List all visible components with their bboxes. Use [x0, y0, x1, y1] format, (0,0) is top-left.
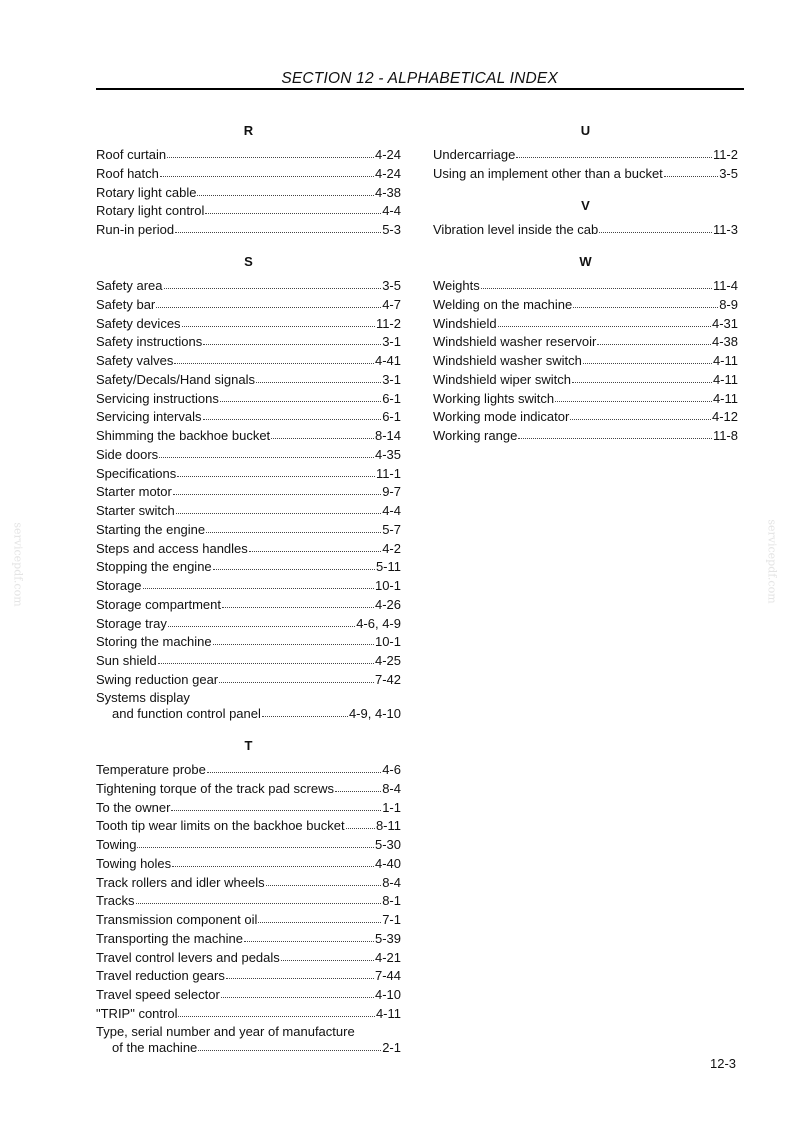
index-letter-heading: V: [581, 198, 590, 213]
index-entry-page: 4-25: [374, 653, 401, 668]
index-entry-page: 4-2: [382, 540, 401, 556]
index-entry-term-continued: and function control panel: [112, 706, 261, 721]
index-entry-term: Starting the engine: [96, 521, 206, 537]
dot-leader: [516, 147, 712, 158]
index-entry-term: Safety valves: [96, 353, 174, 368]
index-entry: [433, 372, 738, 388]
index-entry-term: Rotary light control: [96, 203, 205, 219]
index-entry: [96, 297, 401, 313]
index-entry-term: To the owner: [96, 799, 171, 815]
index-entry-page: 7-42: [374, 671, 401, 687]
index-entry-term: Tooth tip wear limits on the backhoe bucket: [96, 818, 345, 834]
index-entry: [96, 762, 401, 778]
index-entry-page: 4-7: [382, 296, 401, 312]
section-header: [96, 70, 744, 90]
index-entry-page: 4-11: [712, 353, 738, 368]
index-entry: [96, 503, 401, 519]
index-entry-page: 8-4: [382, 780, 401, 796]
dot-leader: [244, 931, 374, 942]
index-entry-page: 5-39: [374, 930, 401, 946]
index-entry-page: 3-1: [382, 334, 401, 350]
index-entry: [433, 391, 738, 407]
index-entry-term: Safety bar: [96, 296, 156, 312]
index-entry-term: Servicing intervals: [96, 409, 202, 425]
dot-leader: [203, 334, 381, 345]
index-entry-term: Roof curtain: [96, 147, 167, 162]
dot-leader: [197, 185, 374, 196]
index-entry: [433, 334, 738, 350]
dot-leader: [137, 837, 374, 848]
index-entry-page: 4-40: [374, 855, 401, 871]
dot-leader: [156, 297, 381, 308]
index-entry-term: Weights: [433, 278, 480, 293]
index-entry-page: 4-4: [382, 503, 401, 518]
index-entry-term: Track rollers and idler wheels: [96, 874, 265, 890]
index-entry-page: 3-5: [382, 278, 401, 293]
index-entry-term: Tightening torque of the track pad screws: [96, 780, 334, 796]
dot-leader: [168, 616, 355, 627]
index-entry-term: Systems display: [96, 690, 190, 705]
index-entry-page: 4-24: [374, 165, 401, 181]
index-entry-page: 4-9, 4-10: [348, 706, 401, 721]
index-entry-term: Storage compartment: [96, 596, 222, 612]
dot-leader: [178, 1006, 374, 1017]
index-entry-term: Temperature probe: [96, 762, 206, 777]
index-entry-page: 1-1: [382, 799, 401, 815]
index-entry: [433, 166, 738, 182]
dot-leader: [221, 987, 374, 998]
watermark-right: servicepdf.com: [765, 519, 779, 604]
dot-leader: [173, 484, 381, 495]
index-letter-heading: T: [244, 738, 253, 753]
index-entry-term: Welding on the machine: [433, 296, 573, 312]
index-entry-page: 4-11: [712, 371, 738, 387]
dot-leader: [555, 391, 712, 402]
index-entry: [433, 353, 738, 369]
index-entry-term: Working range: [433, 428, 518, 443]
dot-leader: [136, 893, 382, 904]
index-entry-term: Windshield: [433, 315, 497, 331]
index-entry-page: 9-7: [382, 484, 401, 500]
index-entry: [96, 203, 401, 219]
index-entry: [96, 316, 401, 332]
index-entry-term: Steps and access handles: [96, 540, 248, 556]
index-entry: [96, 334, 401, 350]
index-entry-term: Towing: [96, 837, 137, 852]
dot-leader: [518, 428, 712, 439]
index-entry-term: Type, serial number and year of manufacture: [96, 1024, 355, 1039]
dot-leader: [206, 522, 381, 533]
index-entry-page: 4-12: [711, 409, 738, 425]
index-entry-term: Shimming the backhoe bucket: [96, 428, 271, 443]
index-entry-term: Specifications: [96, 465, 177, 481]
index-entry-page: 8-1: [382, 893, 401, 909]
index-entry: [96, 893, 401, 909]
index-entry: [96, 616, 401, 632]
index-entry: [96, 447, 401, 463]
index-entry: [433, 222, 738, 238]
index-entry: [96, 541, 401, 557]
index-letter-heading: S: [244, 254, 253, 269]
index-entry: [96, 559, 401, 575]
index-entry-page: 4-24: [374, 147, 401, 162]
dot-leader: [158, 653, 374, 664]
dot-leader: [175, 222, 381, 233]
index-entry-page: 7-1: [382, 912, 401, 927]
index-entry-term: Safety devices: [96, 315, 181, 331]
dot-leader: [176, 503, 381, 514]
index-entry-page: 4-11: [375, 1005, 401, 1021]
index-entry-page: 6-1: [382, 390, 401, 406]
index-entry-page: 4-38: [711, 334, 738, 350]
dot-leader: [164, 278, 382, 289]
dot-leader: [207, 762, 381, 773]
index-entry: [96, 875, 401, 891]
dot-leader: [172, 856, 374, 867]
dot-leader: [143, 578, 374, 589]
index-entry: [96, 466, 401, 482]
index-entry-page: 4-10: [374, 987, 401, 1002]
index-entry: [96, 987, 401, 1003]
index-entry-term: Swing reduction gear: [96, 671, 219, 687]
index-entry-page: 11-8: [712, 428, 738, 443]
index-entry-multiline: [96, 1024, 401, 1056]
index-entry: [96, 672, 401, 688]
index-entry-page: 5-30: [374, 837, 401, 852]
dot-leader: [159, 447, 374, 458]
index-entry-page: 4-35: [374, 446, 401, 462]
section-title: SECTION 12 - ALPHABETICAL INDEX: [281, 70, 558, 87]
index-entry: [96, 781, 401, 797]
index-entry: [433, 409, 738, 425]
dot-leader: [335, 781, 381, 792]
index-entry: [96, 222, 401, 238]
index-entry-page: 11-3: [712, 222, 738, 237]
dot-leader: [258, 912, 381, 923]
index-entry-page: 8-14: [374, 428, 401, 443]
index-entry-term: Working mode indicator: [433, 409, 570, 425]
index-entry-page: 4-6, 4-9: [356, 615, 401, 631]
index-entry-page: 8-9: [719, 296, 738, 312]
index-entry: [96, 353, 401, 369]
index-entry-term: Windshield wiper switch: [433, 371, 571, 387]
dot-leader: [664, 166, 718, 177]
index-entry-page: 3-1: [382, 371, 401, 387]
index-entry: [96, 912, 401, 928]
index-entry-term: Travel control levers and pedals: [96, 949, 280, 965]
index-entry-term: Travel reduction gears: [96, 968, 225, 984]
index-entry-page: 2-1: [382, 1040, 401, 1055]
watermark-left: servicepdf.com: [11, 522, 25, 607]
dot-leader: [266, 875, 382, 886]
index-entry-page: 5-3: [382, 222, 401, 237]
dot-leader: [213, 559, 375, 570]
index-entry: [96, 428, 401, 444]
dot-leader: [262, 706, 348, 717]
index-letter-heading: W: [579, 254, 592, 269]
index-entry-page: 11-2: [712, 147, 738, 162]
dot-leader: [219, 672, 374, 683]
index-entry: [96, 800, 401, 816]
dot-leader: [182, 316, 375, 327]
index-entry-multiline: [96, 690, 401, 722]
dot-leader: [174, 353, 374, 364]
dot-leader: [205, 203, 381, 214]
index-entry-term: Windshield washer reservoir: [433, 334, 597, 350]
index-entry-page: 4-38: [374, 184, 401, 200]
dot-leader: [160, 166, 374, 177]
index-entry-page: 4-21: [374, 949, 401, 965]
index-entry-term: Starter switch: [96, 503, 175, 518]
dot-leader: [498, 316, 711, 327]
index-entry-page: 10-1: [374, 634, 401, 650]
index-entry-term: Starter motor: [96, 484, 172, 500]
dot-leader: [271, 428, 374, 439]
index-entry-term: Transmission component oil: [96, 912, 258, 927]
index-entry: [96, 968, 401, 984]
index-entry-page: 4-31: [711, 315, 738, 331]
index-entry-term: Safety instructions: [96, 334, 203, 350]
dot-leader: [203, 409, 382, 420]
index-entry-page: 11-2: [375, 315, 401, 331]
dot-leader: [597, 334, 711, 345]
index-letter-heading: R: [243, 123, 254, 138]
dot-leader: [171, 800, 381, 811]
index-entry: [96, 372, 401, 388]
index-entry-term: Undercarriage: [433, 147, 516, 162]
dot-leader: [167, 147, 374, 158]
index-entry-term: Servicing instructions: [96, 390, 219, 406]
index-entry: [96, 597, 401, 613]
index-entry-term: Rotary light cable: [96, 184, 197, 200]
index-entry-term: Working lights switch: [433, 390, 555, 406]
index-entry: [96, 818, 401, 834]
index-entry-page: 6-1: [382, 409, 401, 425]
index-entry-term: Roof hatch: [96, 165, 159, 181]
index-entry-page: 8-4: [382, 874, 401, 890]
index-entry-term: Safety area: [96, 278, 163, 293]
index-entry: [96, 484, 401, 500]
dot-leader: [256, 372, 381, 383]
dot-leader: [572, 372, 712, 383]
dot-leader: [599, 222, 712, 233]
dot-leader: [281, 950, 374, 961]
index-entry-term: Transporting the machine: [96, 930, 243, 946]
index-entry: [96, 856, 401, 872]
index-letter-heading: U: [580, 123, 591, 138]
dot-leader: [583, 353, 712, 364]
index-entry: [96, 166, 401, 182]
index-entry: [96, 931, 401, 947]
index-entry-term: Storage tray: [96, 615, 167, 631]
index-entry-term: Run-in period: [96, 222, 175, 237]
index-entry-term: Travel speed selector: [96, 987, 220, 1002]
index-entry-page: 4-6: [382, 762, 401, 777]
index-entry: [96, 522, 401, 538]
index-entry-page: 11-4: [712, 278, 738, 293]
index-entry-page: 7-44: [374, 968, 401, 984]
index-entry-term: Vibration level inside the cab: [433, 222, 599, 237]
index-entry-term: Side doors: [96, 446, 159, 462]
index-entry: [96, 653, 401, 669]
index-entry-page: 10-1: [374, 578, 401, 593]
index-entry: [433, 316, 738, 332]
index-entry-term: "TRIP" control: [96, 1005, 178, 1021]
index-entry-term: Storing the machine: [96, 634, 212, 650]
index-entry-term: Windshield washer switch: [433, 353, 582, 368]
index-entry: [96, 409, 401, 425]
index-entry: [96, 391, 401, 407]
dot-leader: [177, 466, 375, 477]
index-entry: [96, 147, 401, 163]
dot-leader: [226, 968, 374, 979]
index-entry-page: 5-7: [382, 521, 401, 537]
index-entry-term: Storage: [96, 578, 142, 593]
index-entry-page: 4-11: [712, 390, 738, 406]
dot-leader: [220, 391, 381, 402]
index-entry: [96, 185, 401, 201]
index-entry-term: Safety/Decals/Hand signals: [96, 371, 255, 387]
index-entry-page: 5-11: [375, 559, 401, 575]
index-entry-page: 4-41: [374, 353, 401, 368]
index-entry: [96, 578, 401, 594]
index-entry-page: 4-26: [374, 596, 401, 612]
page-number: 12-3: [710, 1056, 737, 1071]
dot-leader: [481, 278, 712, 289]
index-entry: [433, 428, 738, 444]
index-entry: [433, 297, 738, 313]
index-entry-page: 11-1: [375, 465, 401, 481]
index-entry-page: 3-5: [719, 165, 738, 181]
index-entry: [433, 147, 738, 163]
index-entry-page: 4-4: [382, 203, 401, 219]
dot-leader: [213, 634, 374, 645]
index-entry-term-continued: of the machine: [112, 1040, 198, 1055]
dot-leader: [222, 597, 374, 608]
index-entry-term: Using an implement other than a bucket: [433, 165, 663, 181]
dot-leader: [573, 297, 718, 308]
index-entry: [96, 1006, 401, 1022]
index-entry-term: Towing holes: [96, 855, 172, 871]
index-entry: [96, 837, 401, 853]
dot-leader: [198, 1040, 381, 1051]
dot-leader: [346, 818, 375, 829]
index-entry-term: Stopping the engine: [96, 559, 212, 575]
index-entry: [96, 950, 401, 966]
index-entry: [433, 278, 738, 294]
index-entry-term: Tracks: [96, 893, 135, 909]
index-entry: [96, 278, 401, 294]
index-entry: [96, 634, 401, 650]
index-entry-term: Sun shield: [96, 653, 157, 668]
dot-leader: [249, 541, 381, 552]
dot-leader: [570, 409, 711, 420]
index-entry-page: 8-11: [375, 818, 401, 834]
